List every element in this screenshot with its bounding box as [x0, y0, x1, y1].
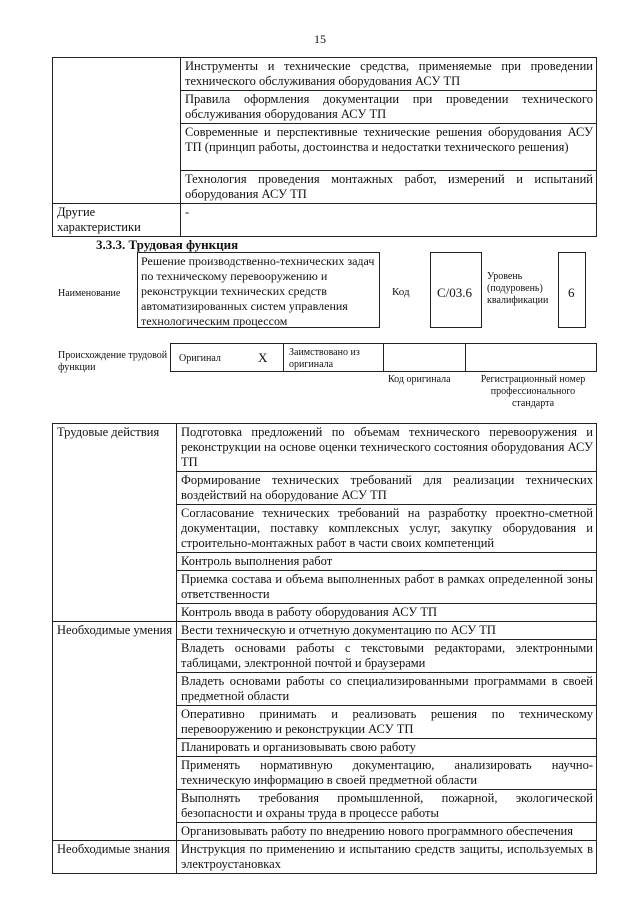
top-table-item: Современные и перспективные технические решения оборудования АСУ ТП (принцип работы, достоинства и недостатки технического решения): [181, 124, 597, 171]
table-row: Вести техническую и отчетную документацию по АСУ ТП: [177, 622, 597, 640]
section-title: 3.3.3. Трудовая функция: [96, 237, 239, 252]
group-label-knowledge: Необходимые знания: [53, 841, 177, 874]
table-row: Владеть основами работы с текстовыми редакторами, электронными таблицами, электронной почтой и браузерами: [177, 640, 597, 673]
borrowed-label: Заимствовано из оригинала: [289, 347, 360, 370]
main-table: [52, 423, 597, 874]
code-box: [430, 252, 482, 328]
table-row: Контроль ввода в работу оборудования АСУ ТП: [177, 604, 597, 622]
reg-number-caption: Регистрационный номер профессионального стандарта: [480, 374, 586, 409]
group-label-actions: Трудовые действия: [53, 424, 177, 622]
table-row: Подготовка предложений по объемам технического перевооружения и реконструкции на основе оценки технического состояния оборудования АСУ ТП: [177, 424, 597, 472]
table-row: Оперативно принимать и реализовать решения по техническому перевооружению и реконструкции АСУ ТП: [177, 706, 597, 739]
origin-label: Происхождение трудовой функции: [58, 350, 168, 373]
origin-divider-3: [465, 344, 466, 371]
table-row: Приемка состава и объема выполненных работ в рамках определенной зоны ответственности: [177, 571, 597, 604]
code-value: С/03.6: [437, 285, 473, 300]
top-table-item: Инструменты и технические средства, применяемые при проведении технического обслуживания оборудования АСУ ТП: [181, 58, 597, 91]
name-value: Решение производственно-технических задач по техническому перевооружению и реконструкции технических средств автоматизированных систем управления технологическим процессом: [141, 254, 375, 328]
table-row: Согласование технических требований на разработку проектно-сметной документации, поставку комплексных услуг, закупку оборудования и строительно-монтажных работ в части своих компетенций: [177, 505, 597, 553]
top-table: [52, 57, 597, 237]
top-table-label: Другие характеристики: [53, 204, 181, 237]
group-label-skills: Необходимые умения: [53, 622, 177, 841]
origin-box: [170, 343, 597, 372]
code-original-caption: Код оригинала: [388, 374, 451, 385]
table-row: Контроль выполнения работ: [177, 553, 597, 571]
top-table-label: [53, 58, 181, 204]
top-table-item: Технология проведения монтажных работ, измерений и испытаний оборудования АСУ ТП: [181, 171, 597, 204]
level-box: [558, 252, 586, 328]
level-label: Уровень (подуровень) квалификации: [487, 271, 549, 306]
code-label: Код: [392, 286, 410, 298]
name-label: Наименование: [58, 288, 121, 299]
table-row: Формирование технических требований для реализации технических воздействий на оборудование АСУ ТП: [177, 472, 597, 505]
table-row: Планировать и организовывать свою работу: [177, 739, 597, 757]
origin-divider-1: [283, 344, 284, 371]
original-mark: X: [258, 350, 268, 365]
table-row: Инструкция по применению и испытанию средств защиты, используемых в электроустановках: [177, 841, 597, 874]
level-value: 6: [568, 285, 575, 300]
table-row: Выполнять требования промышленной, пожарной, экологической безопасности и охраны труда в процессе работы: [177, 790, 597, 823]
page-number: 15: [314, 32, 326, 46]
origin-divider-2: [383, 344, 384, 371]
original-label: Оригинал: [179, 353, 221, 364]
table-row: Организовывать работу по внедрению нового программного обеспечения: [177, 823, 597, 841]
name-value-box: [137, 252, 380, 328]
top-table-item: -: [181, 204, 597, 237]
top-table-item: Правила оформления документации при проведении технического обслуживания оборудования АСУ ТП: [181, 91, 597, 124]
table-row: Применять нормативную документацию, анализировать научно-техническую информацию в своей предметной области: [177, 757, 597, 790]
table-row: Владеть основами работы со специализированными программами в своей предметной области: [177, 673, 597, 706]
